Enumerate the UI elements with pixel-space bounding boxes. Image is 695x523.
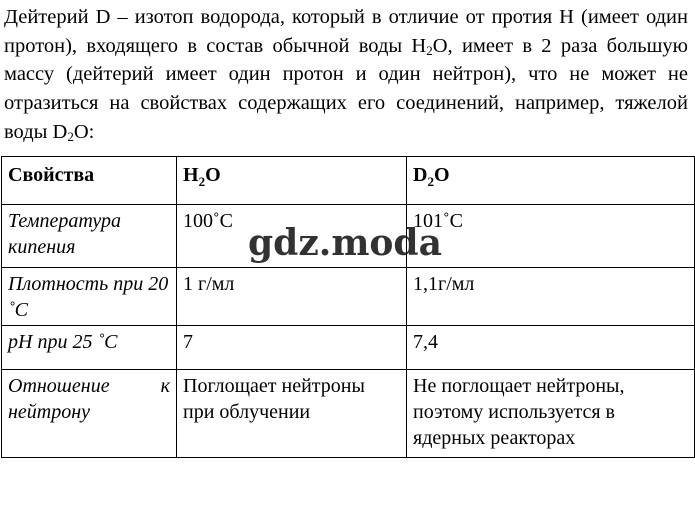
properties-table	[1, 156, 695, 458]
watermark-text: gdz.moda	[248, 222, 442, 264]
intro-text-part3: O:	[73, 120, 95, 143]
intro-text-part2: O, имеет в 2 раза большую массу (дейтерий имеет один протон и один нейтрон), что не может не отразиться на свойствах содержащих его соединений, например, тяжелой воды D	[4, 34, 688, 143]
row-density-d2o: 1,1г/мл	[407, 268, 695, 326]
table-header-row	[2, 157, 695, 205]
header-d2o: $D_2O$	[407, 157, 695, 205]
row-ph-property: pH при 25 ˚C	[2, 326, 177, 370]
row-neutron-h2o: Поглощает нейтроны при облучении	[177, 370, 407, 458]
row-neutron-property: Отношение к нейтрону	[2, 370, 177, 458]
row-boiling-h2o: 100˚C	[177, 205, 407, 268]
row-ph-d2o: 7,4	[407, 326, 695, 370]
intro-paragraph	[4, 3, 688, 147]
intro-subscript-2: 2	[67, 128, 74, 144]
header-h2o: $H_2O$	[177, 157, 407, 205]
table-row	[2, 370, 695, 458]
table-row	[2, 268, 695, 326]
row-boiling-property: Температура кипения	[2, 205, 177, 268]
row-density-h2o: 1 г/мл	[177, 268, 407, 326]
row-neutron-d2o: Не поглощает нейтроны, поэтому используется в ядерных реакторах	[407, 370, 695, 458]
intro-subscript-1: 2	[426, 42, 433, 58]
table-row	[2, 326, 695, 370]
intro-text-part1: Дейтерий D – изотоп водорода, который в отличие от протия H (имеет один протон), входящего в состав обычной воды H	[4, 6, 688, 57]
row-ph-h2o: 7	[177, 326, 407, 370]
row-boiling-d2o: 101˚C	[407, 205, 695, 268]
header-properties: Свойства	[2, 157, 177, 205]
row-density-property: Плотность при 20 ˚C	[2, 268, 177, 326]
